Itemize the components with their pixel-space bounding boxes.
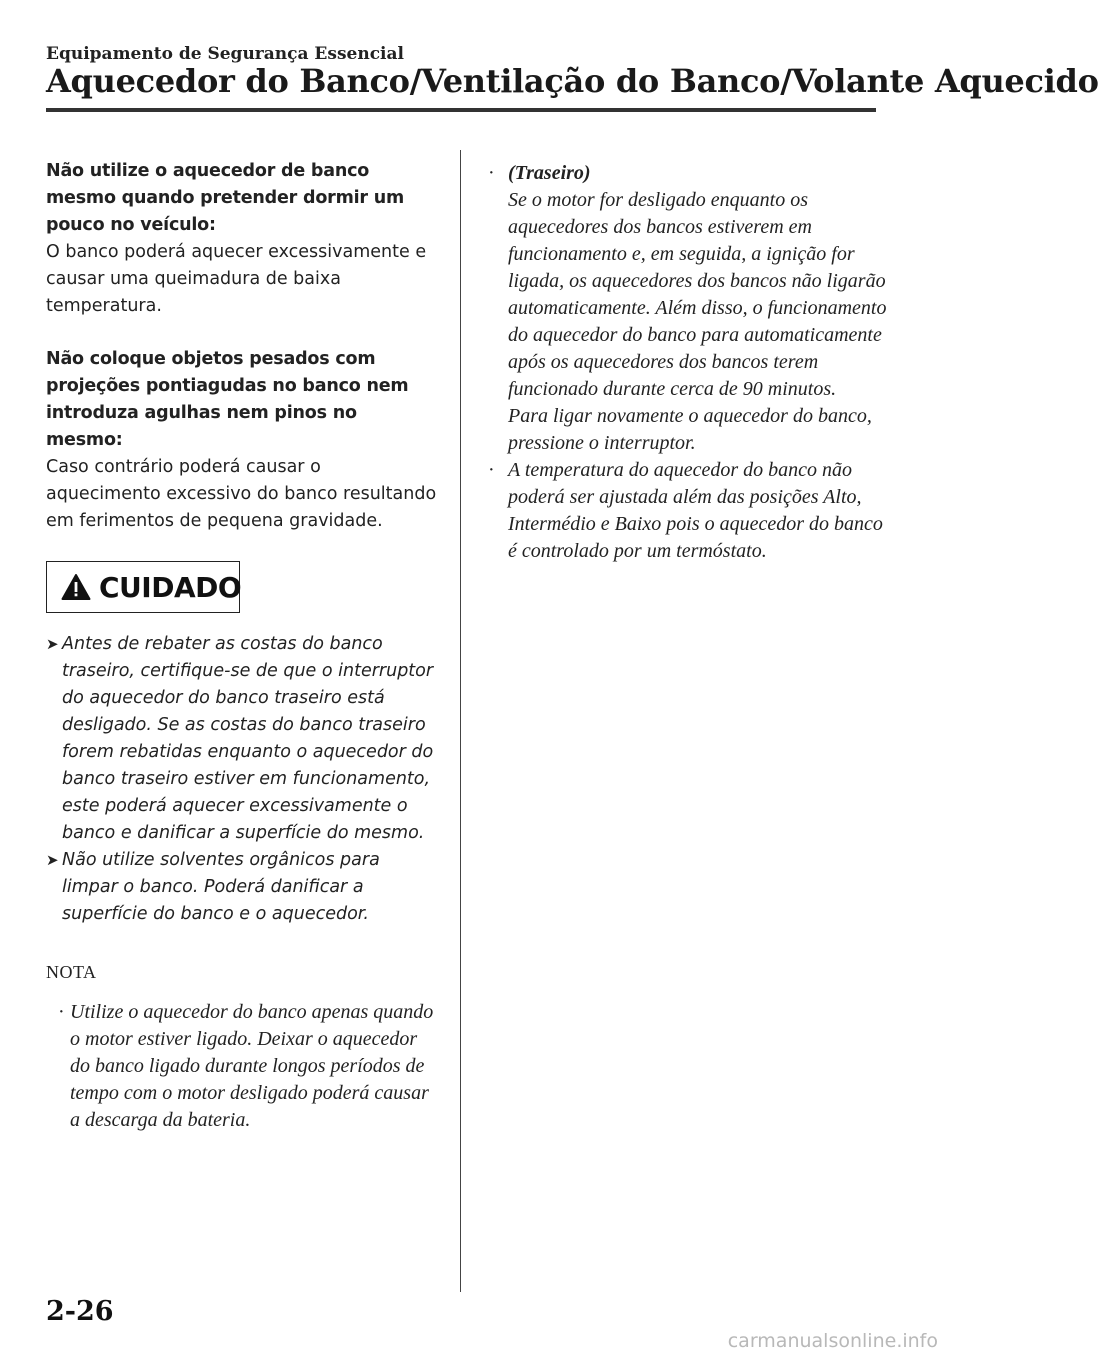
caution-item (46, 631, 438, 847)
caution-label: CUIDADO (99, 570, 242, 604)
note-list (46, 999, 438, 1134)
list-item-content (508, 457, 888, 565)
warning-heading: Não coloque objetos pesados com projeções pontiagudas no banco nem introduza agulhas nem pinos no mesmo: (46, 349, 409, 450)
caution-item-text: Não utilize solventes orgânicos para limpar o banco. Poderá danificar a superfície do banco e o aquecedor. (62, 850, 380, 924)
arrowhead-right-icon: ➤ (46, 635, 59, 653)
caution-item (46, 847, 438, 928)
note-item (46, 999, 438, 1134)
warning-triangle-icon (61, 573, 91, 601)
caution-box (46, 561, 240, 613)
page-number: 2-26 (46, 1296, 114, 1327)
bullet-icon: · (488, 162, 495, 184)
list-item-heading: (Traseiro) (508, 162, 591, 184)
warning-body: Caso contrário poderá causar o aquecimento excessivo do banco resultando em ferimentos de pequena gravidade. (46, 457, 437, 531)
bullet-icon: · (58, 1001, 65, 1023)
column-divider (460, 150, 461, 1292)
list-item-body-2: Para ligar novamente o aquecedor do banco, pressione o interruptor. (508, 405, 872, 454)
right-column (488, 160, 888, 565)
warning-heading: Não utilize o aquecedor de banco mesmo quando pretender dormir um pouco no veículo: (46, 161, 405, 235)
bullet-icon: · (488, 459, 495, 481)
note-title: NOTA (46, 962, 97, 982)
left-column (46, 158, 438, 1134)
watermark: carmanualsonline.info (727, 1330, 938, 1352)
arrowhead-right-icon: ➤ (46, 851, 59, 869)
list-item-body: A temperatura do aquecedor do banco não poderá ser ajustada além das posições Alto, Intermédio e Baixo pois o aquecedor do banco é controlado por um termóstato. (508, 459, 883, 562)
section-label: Equipamento de Segurança Essencial (46, 44, 404, 64)
note-item-text: Utilize o aquecedor do banco apenas quando o motor estiver ligado. Deixar o aquecedor do banco ligado durante longos períodos de tempo com o motor desligado poderá causar a descarga da bateria. (70, 1001, 434, 1131)
warning-body: O banco poderá aquecer excessivamente e causar uma queimadura de baixa temperatura. (46, 242, 427, 316)
list-item (488, 160, 888, 457)
caution-list (46, 631, 438, 928)
page-title: Aquecedor do Banco/Ventilação do Banco/Volante Aquecido (46, 62, 1099, 100)
header-rule (46, 108, 876, 112)
list-item-body: Se o motor for desligado enquanto os aquecedores dos bancos estiverem em funcionamento e, em seguida, a ignição for ligada, os aquecedores dos bancos não ligarão automaticamente. Além disso, o funcionamento do aquecedor do banco para automaticamente após os aquecedores dos bancos terem funcionado durante cerca de 90 minutos. (508, 189, 887, 400)
warning-block (46, 346, 438, 535)
list-item (488, 457, 888, 565)
list-item-content (508, 160, 888, 457)
warning-block (46, 158, 438, 320)
caution-item-text: Antes de rebater as costas do banco traseiro, certifique-se de que o interruptor do aquecedor do banco traseiro está desligado. Se as costas do banco traseiro forem rebatidas enquanto o aquecedor do banco traseiro estiver em funcionamento, este poderá aquecer excessivamente o banco e danificar a superfície do mesmo. (62, 634, 434, 843)
